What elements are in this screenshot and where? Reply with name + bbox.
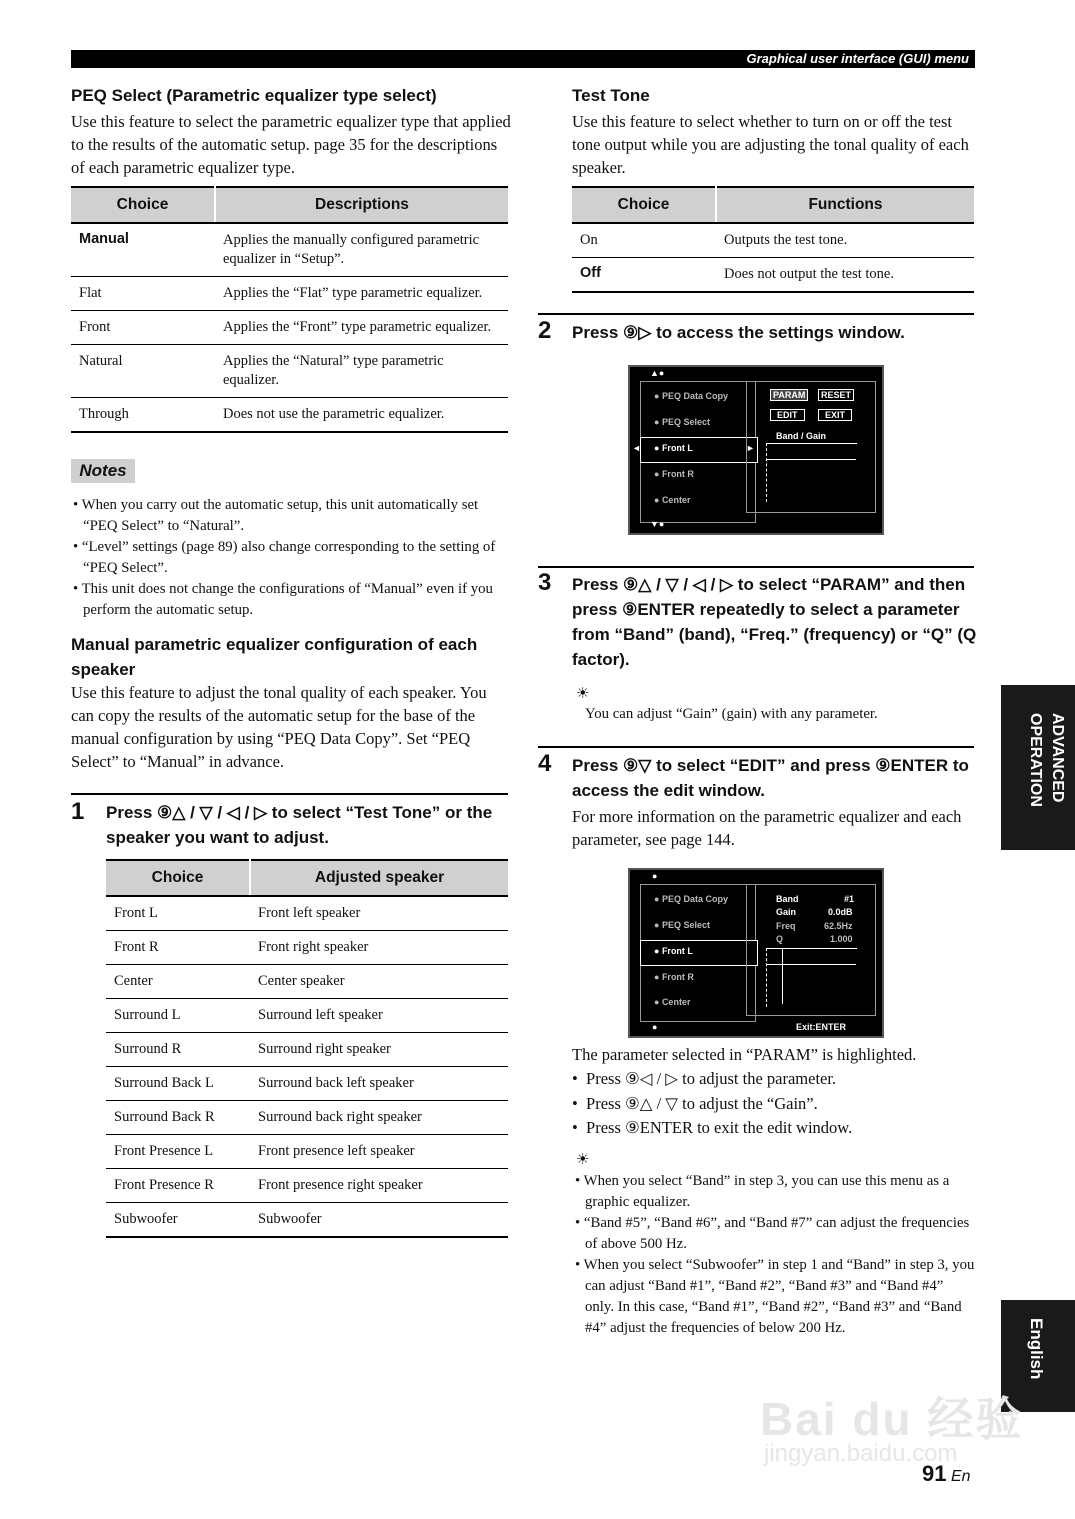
menu-item: ● PEQ Data Copy <box>654 894 728 904</box>
table-row <box>106 1169 508 1203</box>
table-header: Choice <box>572 187 716 223</box>
param-name: Band <box>776 894 799 904</box>
watermark-url: jingyan.baidu.com <box>764 1440 958 1467</box>
step-text: Press ⑨▽ to select “EDIT” and press ⑨ENTER to access the edit window. <box>572 756 969 800</box>
table-row <box>572 223 974 258</box>
choice-cell: Surround R <box>106 1033 250 1067</box>
choice-cell: Surround L <box>106 999 250 1033</box>
menu-item: ● Front R <box>654 469 694 479</box>
desc-cell: Applies the manually configured parametric equalizer in “Setup”. <box>215 223 508 277</box>
choice-cell: Surround Back L <box>106 1067 250 1101</box>
peq-select-body: Use this feature to select the parametric equalizer type that applied to the results of the automatic setup. page 35 for the descriptions of each parametric equalizer type. <box>71 112 511 177</box>
menu-item: ● PEQ Select <box>654 417 710 427</box>
advanced-operation-tab[interactable] <box>1001 685 1075 850</box>
choice-cell: Subwoofer <box>106 1203 250 1238</box>
notes-list <box>71 495 511 621</box>
tip-icon: ☀ <box>576 1152 590 1168</box>
choice-cell: Front <box>71 311 215 345</box>
table-row <box>572 258 974 293</box>
table-row <box>106 999 508 1033</box>
down-arrow-icon: ▼● <box>650 519 665 529</box>
table-row <box>106 896 508 931</box>
choice-cell: Front Presence R <box>106 1169 250 1203</box>
step-number: 4 <box>538 750 552 777</box>
step-number: 2 <box>538 317 552 344</box>
table-header: Adjusted speaker <box>250 860 508 896</box>
tab-label: English <box>1027 1318 1046 1380</box>
list-item: • “Level” settings (page 89) also change corresponding to the setting of “PEQ Select”. <box>73 539 496 576</box>
table-row <box>106 965 508 999</box>
speaker-cell: Center speaker <box>250 965 508 999</box>
manual-peq-title: Manual parametric equalizer configuration of each speaker <box>71 635 478 679</box>
func-cell: Outputs the test tone. <box>716 223 974 258</box>
table-header: Choice <box>71 187 215 223</box>
menu-item: ● PEQ Select <box>654 920 710 930</box>
page-number: 91 En <box>922 1461 971 1486</box>
param-name: Q <box>776 934 784 944</box>
choice-cell: Front R <box>106 931 250 965</box>
header-bar <box>71 50 975 68</box>
peq-select-table <box>71 186 508 433</box>
step-number: 3 <box>538 569 552 596</box>
speaker-cell: Front presence right speaker <box>250 1169 508 1203</box>
param-name: Freq <box>776 921 796 931</box>
param-value: 1.000 <box>830 934 853 944</box>
menu-item-selected: ● Front L <box>654 443 693 453</box>
settings-window-screenshot <box>628 365 884 535</box>
choice-cell: Flat <box>71 277 215 311</box>
edit-button: EDIT <box>770 409 805 421</box>
down-arrow-icon: ● <box>652 1022 658 1032</box>
speaker-cell: Surround right speaker <box>250 1033 508 1067</box>
left-arrow-icon: ◄ <box>632 443 641 453</box>
step-text: Press ⑨△ / ▽ / ◁ / ▷ to select “PARAM” and then press ⑨ENTER repeatedly to select a parameter from “Band” (band), “Freq.” (frequency) or “Q” (Q factor). <box>572 575 977 669</box>
desc-cell: Applies the “Front” type parametric equalizer. <box>215 311 508 345</box>
choice-cell: Front Presence L <box>106 1135 250 1169</box>
choice-cell: Surround Back R <box>106 1101 250 1135</box>
param-value: 0.0dB <box>828 907 853 917</box>
speaker-cell: Surround back right speaker <box>250 1101 508 1135</box>
list-item: • When you carry out the automatic setup, this unit automatically set “PEQ Select” to “Natural”. <box>73 497 479 534</box>
choice-cell: Front L <box>106 896 250 931</box>
exit-hint: Exit:ENTER <box>796 1022 847 1032</box>
list-item: • “Band #5”, “Band #6”, and “Band #7” can adjust the frequencies of above 500 Hz. <box>575 1215 970 1252</box>
choice-cell: Off <box>572 258 716 293</box>
list-item: • This unit does not change the configurations of “Manual” even if you perform the automatic setup. <box>73 581 493 618</box>
eq-graph <box>766 948 857 1007</box>
eq-line <box>766 964 856 965</box>
speaker-cell: Front presence left speaker <box>250 1135 508 1169</box>
band-marker <box>782 948 783 1004</box>
edit-window-screenshot <box>628 868 884 1038</box>
peq-select-title: PEQ Select (Parametric equalizer type select) <box>71 86 437 105</box>
table-row <box>106 1203 508 1238</box>
table-row <box>106 1135 508 1169</box>
choice-cell: Manual <box>71 223 215 277</box>
eq-graph <box>766 443 857 502</box>
menu-item: ● Front R <box>654 972 694 982</box>
watermark-logo: Bai du 经验 <box>760 1393 1024 1445</box>
speaker-cell: Surround left speaker <box>250 999 508 1033</box>
speaker-cell: Front left speaker <box>250 896 508 931</box>
param-name: Gain <box>776 907 797 917</box>
choice-cell: On <box>572 223 716 258</box>
tip-text: You can adjust “Gain” (gain) with any parameter. <box>585 706 878 722</box>
table-header: Choice <box>106 860 250 896</box>
exit-button: EXIT <box>818 409 852 421</box>
tips-list <box>573 1171 975 1339</box>
step-divider <box>538 746 974 748</box>
table-row <box>106 931 508 965</box>
up-arrow-icon: ● <box>652 871 658 881</box>
test-tone-title: Test Tone <box>572 86 650 105</box>
reset-button: RESET <box>818 389 854 401</box>
table-row <box>71 277 508 311</box>
notes-label: Notes <box>71 459 135 483</box>
desc-cell: Applies the “Flat” type parametric equalizer. <box>215 277 508 311</box>
band-gain-label: Band / Gain <box>776 431 827 441</box>
eq-line <box>766 459 856 460</box>
param-value: 62.5Hz <box>824 921 853 931</box>
desc-cell: Applies the “Natural” type parametric equalizer. <box>215 345 508 398</box>
test-tone-table <box>572 186 974 293</box>
tab-label: ADVANCED OPERATION <box>1027 713 1066 807</box>
speaker-cell: Subwoofer <box>250 1203 508 1238</box>
table-row <box>71 398 508 433</box>
table-row <box>106 1033 508 1067</box>
table-header: Descriptions <box>215 187 508 223</box>
speaker-cell: Surround back left speaker <box>250 1067 508 1101</box>
func-cell: Does not output the test tone. <box>716 258 974 293</box>
table-row <box>71 345 508 398</box>
choice-cell: Through <box>71 398 215 433</box>
param-button: PARAM <box>770 389 808 401</box>
list-item: • When you select “Band” in step 3, you can use this menu as a graphic equalizer. <box>575 1173 950 1210</box>
menu-item-selected: ● Front L <box>654 946 693 956</box>
param-value: #1 <box>844 894 855 904</box>
step4-body: For more information on the parametric equalizer and each parameter, see page 144. <box>572 807 962 849</box>
table-row <box>71 311 508 345</box>
bullet-list <box>572 1067 977 1141</box>
choice-cell: Natural <box>71 345 215 398</box>
menu-item: ● PEQ Data Copy <box>654 391 728 401</box>
list-item: • Press ⑨ENTER to exit the edit window. <box>572 1118 853 1137</box>
test-tone-body: Use this feature to select whether to turn on or off the test tone output while you are adjusting the tonal quality of each speaker. <box>572 112 969 177</box>
step-divider <box>538 566 974 568</box>
step-text: Press ⑨▷ to access the settings window. <box>572 323 905 342</box>
table-row <box>106 1101 508 1135</box>
table-header: Functions <box>716 187 974 223</box>
menu-item: ● Center <box>654 997 691 1007</box>
speaker-cell: Front right speaker <box>250 931 508 965</box>
choice-cell: Center <box>106 965 250 999</box>
table-row <box>71 223 508 277</box>
manual-peq-body: Use this feature to adjust the tonal quality of each speaker. You can copy the results of the automatic setup for the base of the manual configuration by using “PEQ Data Copy”. Set “PEQ Select” to “Manual” in advance. <box>71 683 487 771</box>
right-arrow-icon: ► <box>746 443 755 453</box>
list-item: • Press ⑨◁ / ▷ to adjust the parameter. <box>572 1069 837 1088</box>
speaker-table <box>106 859 508 1238</box>
up-arrow-icon: ▲● <box>650 368 665 378</box>
step-text: Press ⑨△ / ▽ / ◁ / ▷ to select “Test Tone” or the speaker you want to adjust. <box>106 803 493 847</box>
step-divider <box>71 793 508 795</box>
step-number: 1 <box>71 798 85 825</box>
table-row <box>106 1067 508 1101</box>
tip-icon: ☀ <box>576 686 590 702</box>
desc-cell: Does not use the parametric equalizer. <box>215 398 508 433</box>
header-title: Graphical user interface (GUI) menu <box>746 51 969 66</box>
highlight-note: The parameter selected in “PARAM” is highlighted. <box>572 1045 917 1064</box>
step-divider <box>538 313 974 315</box>
list-item: • When you select “Subwoofer” in step 1 and “Band” in step 3, you can adjust “Band #1”, “Band #2”, “Band #3” and “Band #4” only. In this case, “Band #1”, “Band #2”, “Band #3” and “Band #4” adjust the frequencies of below 200 Hz. <box>575 1257 975 1336</box>
menu-item: ● Center <box>654 495 691 505</box>
list-item: • Press ⑨△ / ▽ to adjust the “Gain”. <box>572 1093 818 1113</box>
